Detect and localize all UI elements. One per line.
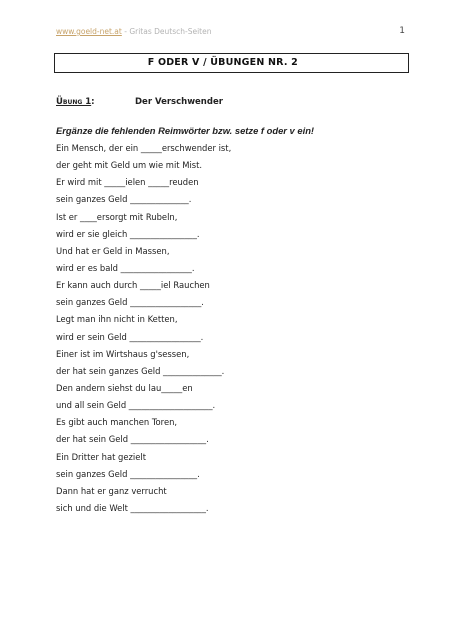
poem-line: sich und die Welt __________________. <box>56 502 209 513</box>
poem-line: sein ganzes Geld _________________. <box>56 297 204 308</box>
exercise-title: Der Verschwender <box>135 97 223 107</box>
poem-line: wird er sie gleich ________________. <box>56 228 200 239</box>
poem-line: Dann hat er ganz verrucht <box>56 485 167 496</box>
page-header <box>56 27 405 41</box>
exercise-label: Übung 1 <box>56 97 92 107</box>
poem-line: Und hat er Geld in Massen, <box>56 245 170 256</box>
poem-line: Ist er ____ersorgt mit Rubeln, <box>56 211 178 222</box>
poem-line: der geht mit Geld um wie mit Mist. <box>56 160 203 171</box>
poem-line: sein ganzes Geld ________________. <box>56 468 200 479</box>
poem-line: Er wird mit _____ielen _____reuden <box>56 177 199 188</box>
instruction-text: Ergänze die fehlenden Reimwörter bzw. setze f oder v ein! <box>56 125 315 136</box>
exercise-colon: : <box>91 97 95 107</box>
poem-line: Einer ist im Wirtshaus g'sessen, <box>56 348 190 359</box>
poem-line: Legt man ihn nicht in Ketten, <box>56 314 178 325</box>
poem-line: und all sein Geld ____________________. <box>56 400 216 411</box>
poem-line: Es gibt auch manchen Toren, <box>56 417 178 428</box>
poem-line: Ein Mensch, der ein _____erschwender ist, <box>56 143 232 153</box>
header-subtitle: - Gritas Deutsch-Seiten <box>121 27 212 36</box>
exercise-heading <box>56 97 223 107</box>
page-title: F ODER V / ÜBUNGEN NR. 2 <box>54 53 409 73</box>
poem-line: der hat sein ganzes Geld ______________. <box>56 365 225 376</box>
poem-line: Er kann auch durch _____iel Rauchen <box>56 280 210 291</box>
page-number: 1 <box>399 26 405 36</box>
poem-text <box>56 140 416 517</box>
site-link[interactable]: www.goeld-net.at <box>56 27 122 36</box>
poem-line: der hat sein Geld __________________. <box>56 434 209 445</box>
poem-line: sein ganzes Geld ______________. <box>56 194 192 205</box>
poem-line: Den andern siehst du lau_____en <box>56 382 193 393</box>
poem-line: Ein Dritter hat gezielt <box>56 451 146 462</box>
poem-line: wird er sein Geld _________________. <box>56 331 204 342</box>
poem-line: wird er es bald _________________. <box>56 262 195 273</box>
